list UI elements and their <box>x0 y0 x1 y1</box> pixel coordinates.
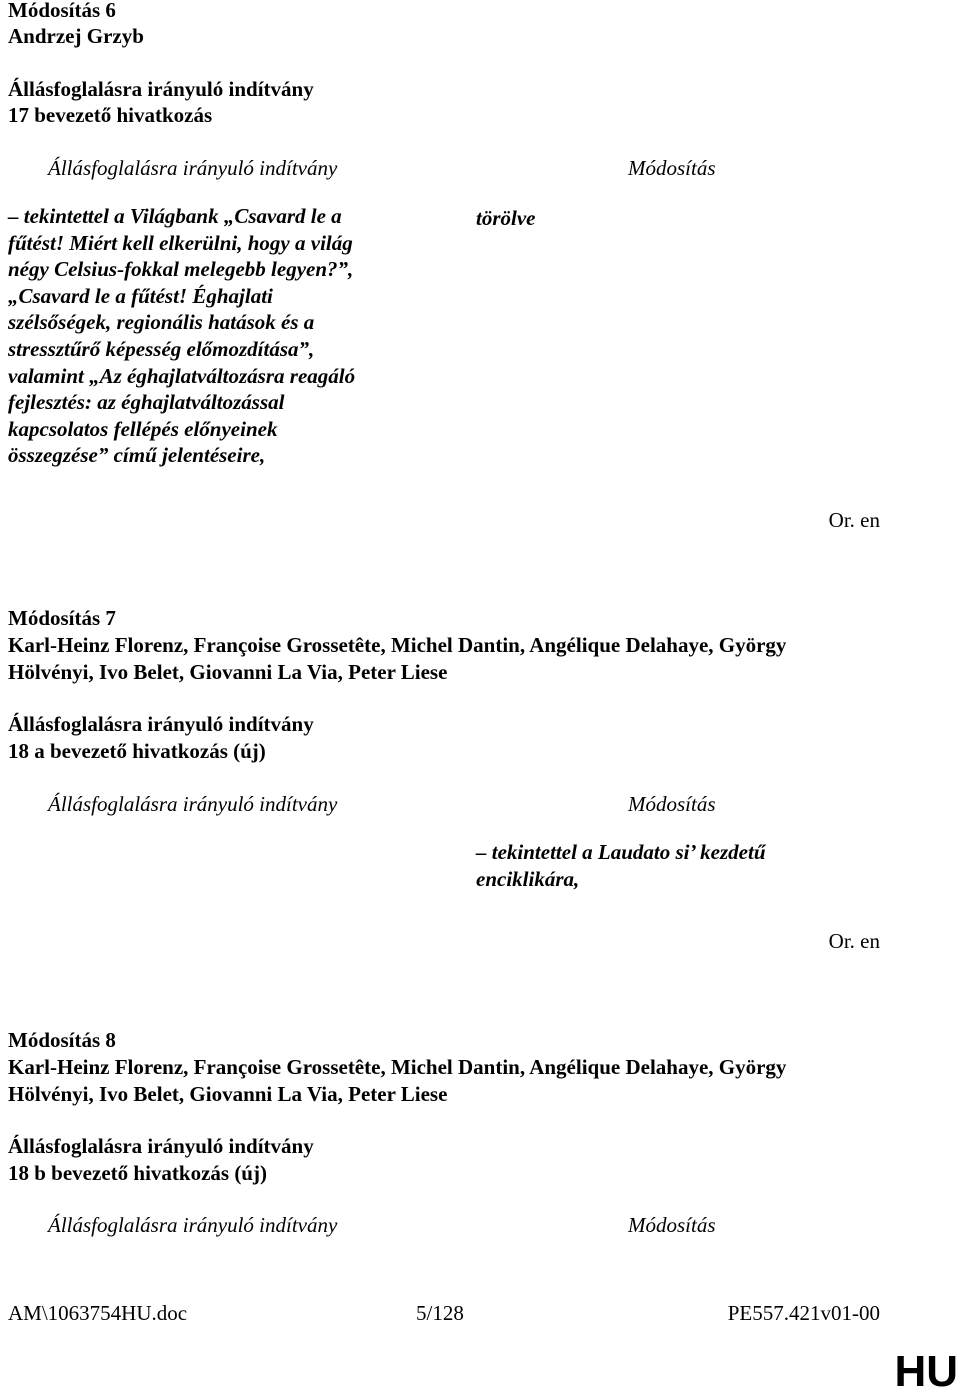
amendment-6-original-language: Or. en <box>828 508 880 532</box>
text-line: kapcsolatos fellépés előnyeinek <box>8 416 278 441</box>
amendment-8-section: Állásfoglalásra irányuló indítvány <box>8 1134 314 1158</box>
footer-doc-ref: AM\1063754HU.doc <box>8 1301 188 1325</box>
amendment-7-reference: 18 a bevezető hivatkozás (új) <box>8 739 266 763</box>
amendment-6-reference: 17 bevezető hivatkozás <box>8 103 213 127</box>
amendment-8-right-header: Módosítás <box>628 1213 716 1237</box>
amendment-7-right-header: Módosítás <box>628 792 716 816</box>
amendment-8-number: Módosítás 8 <box>8 1028 116 1052</box>
text-line: – tekintettel a Laudato si’ kezdetű <box>476 840 766 864</box>
text-line: stressztűrő képesség előmozdítása”, <box>8 336 315 361</box>
amendment-7-section: Állásfoglalásra irányuló indítvány <box>8 712 314 736</box>
text-line: valamint „Az éghajlatváltozásra reagáló <box>8 363 356 388</box>
amendment-8-authors-line-1: Karl-Heinz Florenz, Françoise Grossetête, Michel Dantin, Angélique Delahaye, György <box>8 1055 787 1079</box>
amendment-8-left-header: Állásfoglalásra irányuló indítvány <box>48 1213 338 1237</box>
amendment-6-author: Andrzej Grzyb <box>8 24 144 48</box>
text-line: fejlesztés: az éghajlatváltozással <box>8 390 285 415</box>
text-line: – tekintettel a Világbank „Csavard le a <box>8 204 342 228</box>
amendment-7-authors-line-2: Hölvényi, Ivo Belet, Giovanni La Via, Peter Liese <box>8 660 448 684</box>
footer-page-number: 5/128 <box>416 1301 464 1325</box>
amendment-6-deleted-text: törölve <box>476 206 536 230</box>
amendment-6-number: Módosítás 6 <box>8 0 116 22</box>
text-line: fűtést! Miért kell elkerülni, hogy a világ <box>8 230 353 255</box>
amendment-6-section: Állásfoglalásra irányuló indítvány <box>8 77 314 101</box>
amendment-7-left-header: Állásfoglalásra irányuló indítvány <box>48 792 338 816</box>
amendment-7-authors-line-1: Karl-Heinz Florenz, Françoise Grossetête, Michel Dantin, Angélique Delahaye, György <box>8 633 787 657</box>
amendment-8-authors-line-2: Hölvényi, Ivo Belet, Giovanni La Via, Peter Liese <box>8 1082 448 1106</box>
amendment-6-left-header: Állásfoglalásra irányuló indítvány <box>48 156 338 180</box>
text-line: „Csavard le a fűtést! Éghajlati <box>8 283 273 308</box>
text-line: négy Celsius-fokkal melegebb legyen?”, <box>8 257 354 282</box>
text-line: enciklikára, <box>476 866 580 891</box>
footer-pe-ref: PE557.421v01-00 <box>727 1301 880 1325</box>
amendment-7-right-text <box>476 839 766 892</box>
amendment-6-left-text <box>8 203 355 469</box>
footer-language-code: HU <box>894 1347 958 1396</box>
amendment-7-number: Módosítás 7 <box>8 606 116 630</box>
text-line: összegzése” című jelentéseire, <box>8 443 266 468</box>
text-line: szélsőségek, regionális hatások és a <box>8 310 315 335</box>
amendment-8-reference: 18 b bevezető hivatkozás (új) <box>8 1161 267 1185</box>
amendment-6-right-header: Módosítás <box>628 156 716 180</box>
amendment-7-original-language: Or. en <box>828 929 880 953</box>
